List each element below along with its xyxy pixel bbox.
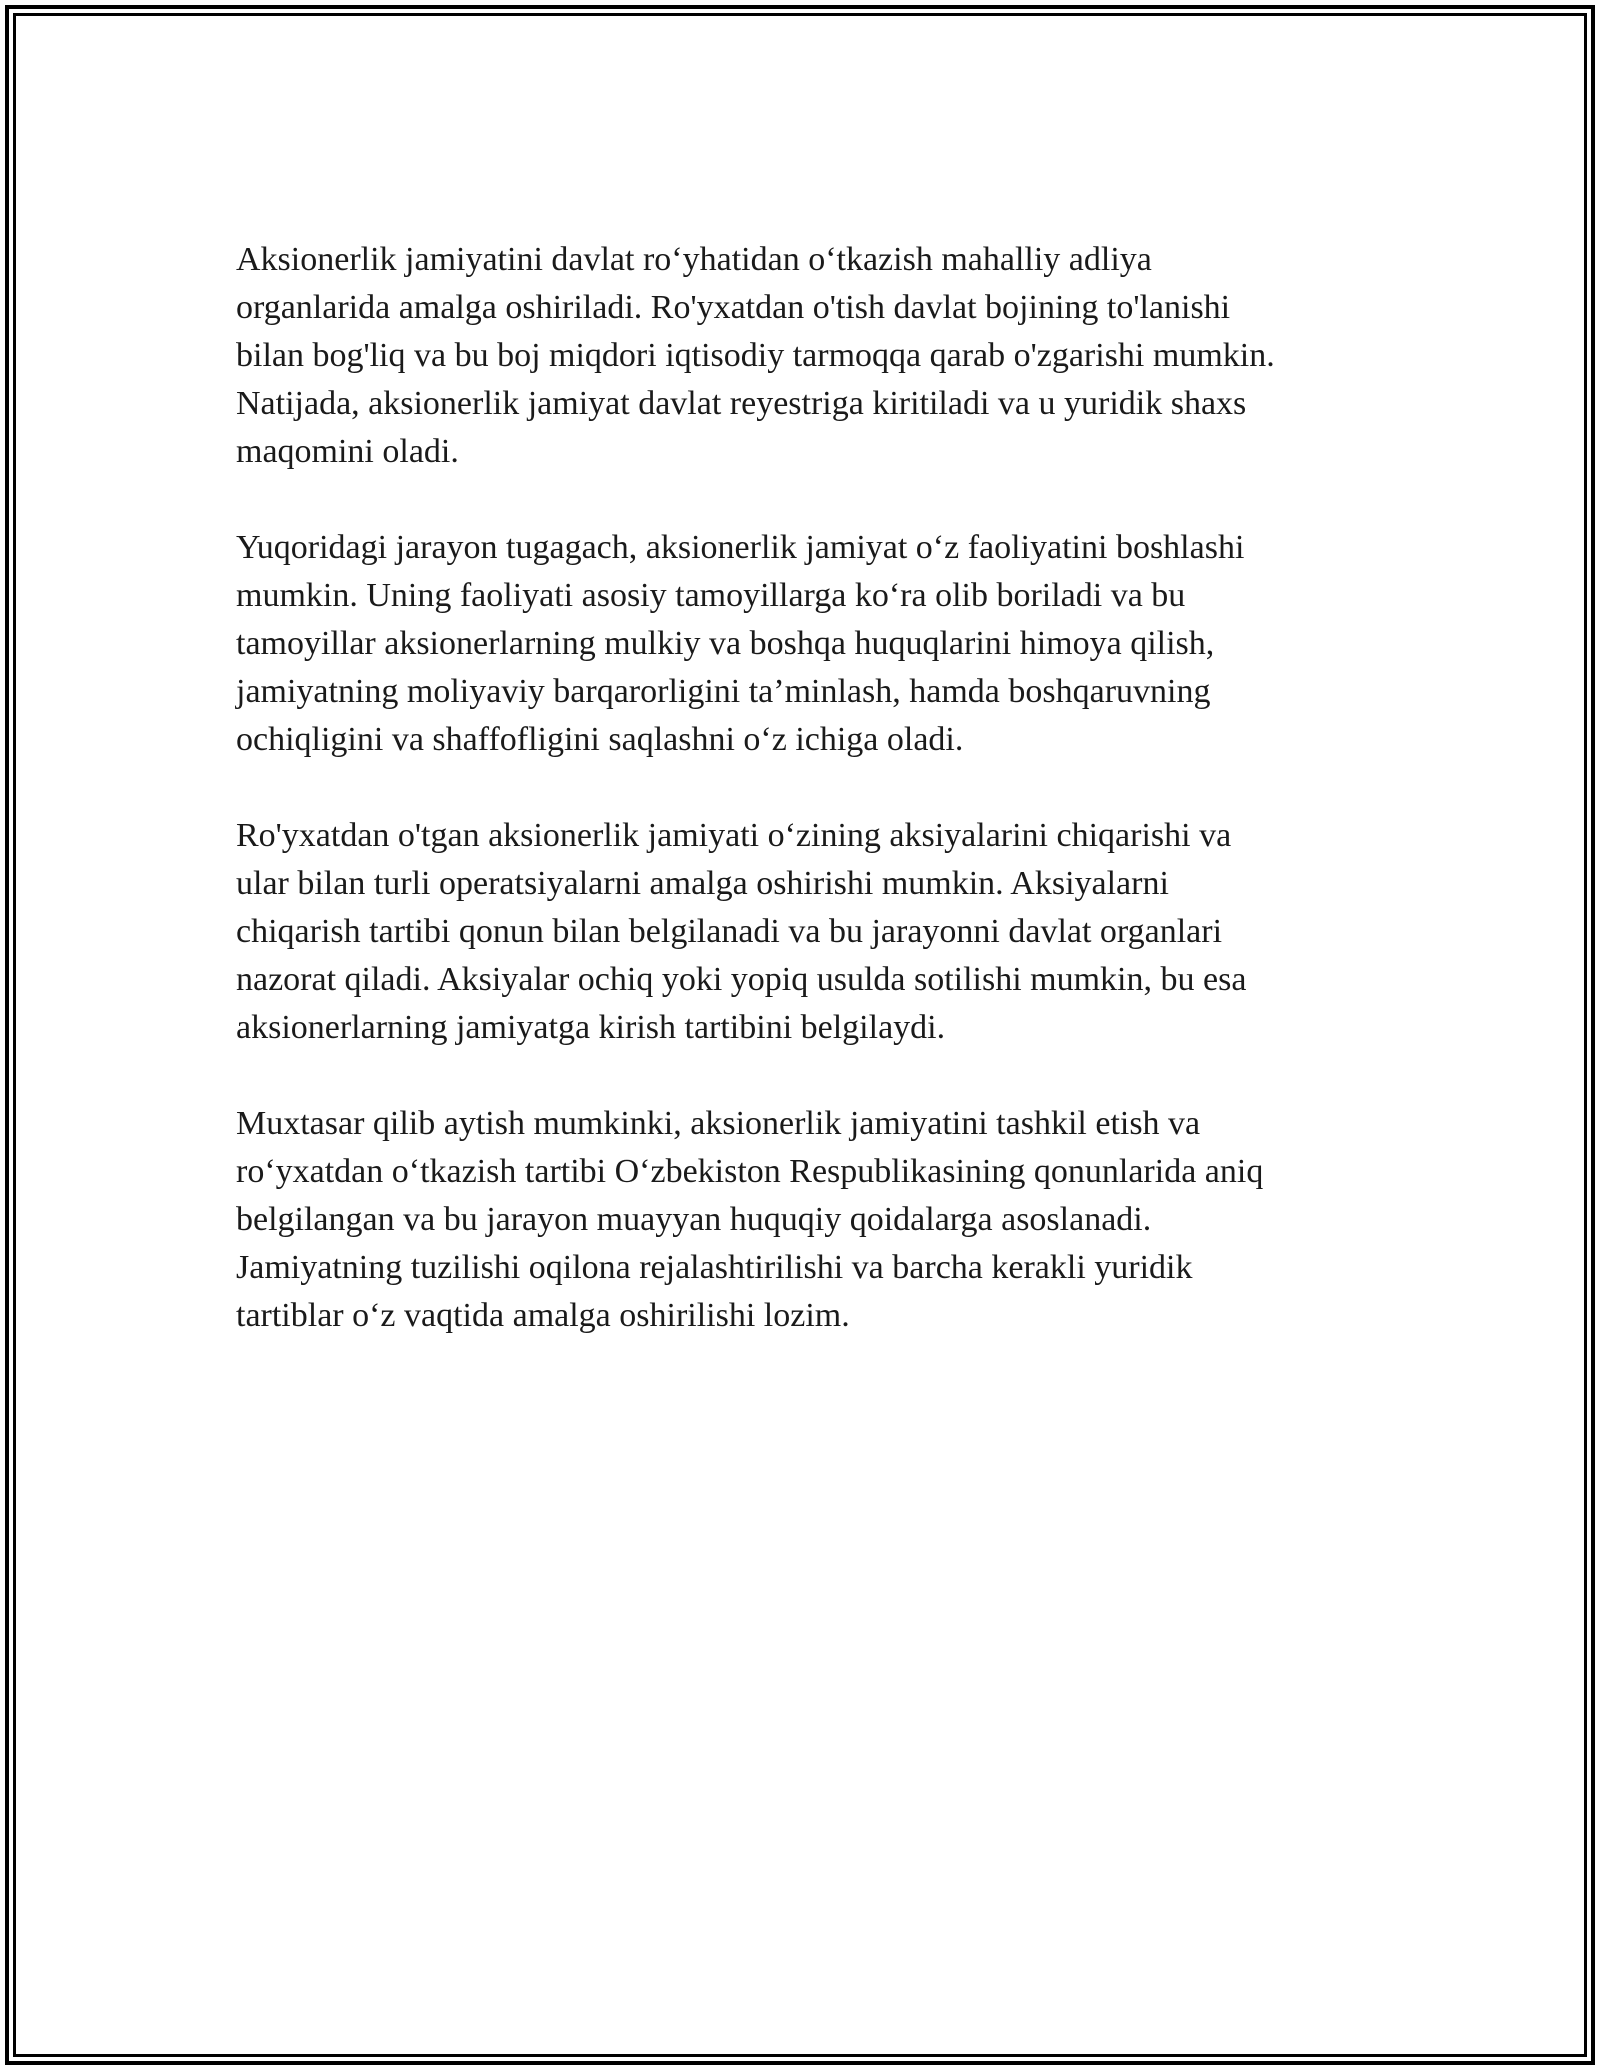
paragraph-conclusion: Muxtasar qilib aytish mumkinki, aksionerlik jamiyatini tashkil etish va ro‘yxatdan o‘tkazish tartibi O‘zbekiston Respublikasining qonunlarida aniq belgilangan va bu jarayon muayyan huquqiy qoidalarga asoslanadi. Jamiyatning tuzilishi oqilona rejalashtirilishi va barcha kerakli yuridik tartiblar o‘z vaqtida amalga oshirilishi lozim. <box>236 1105 1264 1334</box>
paragraph-registration: Aksionerlik jamiyatini davlat ro‘yhatidan o‘tkazish mahalliy adliya organlarida amalga oshiriladi. Ro'yxatdan o'tish davlat bojining to'lanishi bilan bog'liq va bu boj miqdori iqtisodiy tarmoqqa qarab o'zgarishi mumkin. Natijada, aksionerlik jamiyat davlat reyestriga kiritiladi va u yuridik shaxs maqomini oladi. <box>236 241 1275 470</box>
paragraph-activity-principles: Yuqoridagi jarayon tugagach, aksionerlik jamiyat o‘z faoliyatini boshlashi mumkin. Uning faoliyati asosiy tamoyillarga ko‘ra olib boriladi va bu tamoyillar aksionerlarning mulkiy va boshqa huquqlarini himoya qilish, jamiyatning moliyaviy barqarorligini ta’minlash, hamda boshqaruvning ochiqligini va shaffofligini saqlashni o‘z ichiga oladi. <box>236 529 1245 758</box>
paragraph-share-issuance: Ro'yxatdan o'tgan aksionerlik jamiyati o‘zining aksiyalarini chiqarishi va ular bilan turli operatsiyalarni amalga oshirishi mumkin. Aksiyalarni chiqarish tartibi qonun bilan belgilanadi va bu jarayonni davlat organlari nazorat qiladi. Aksiyalar ochiq yoki yopiq usulda sotilishi mumkin, bu esa aksionerlarning jamiyatga kirish tartibini belgilaydi. <box>236 817 1247 1046</box>
document-body <box>236 236 1366 1340</box>
